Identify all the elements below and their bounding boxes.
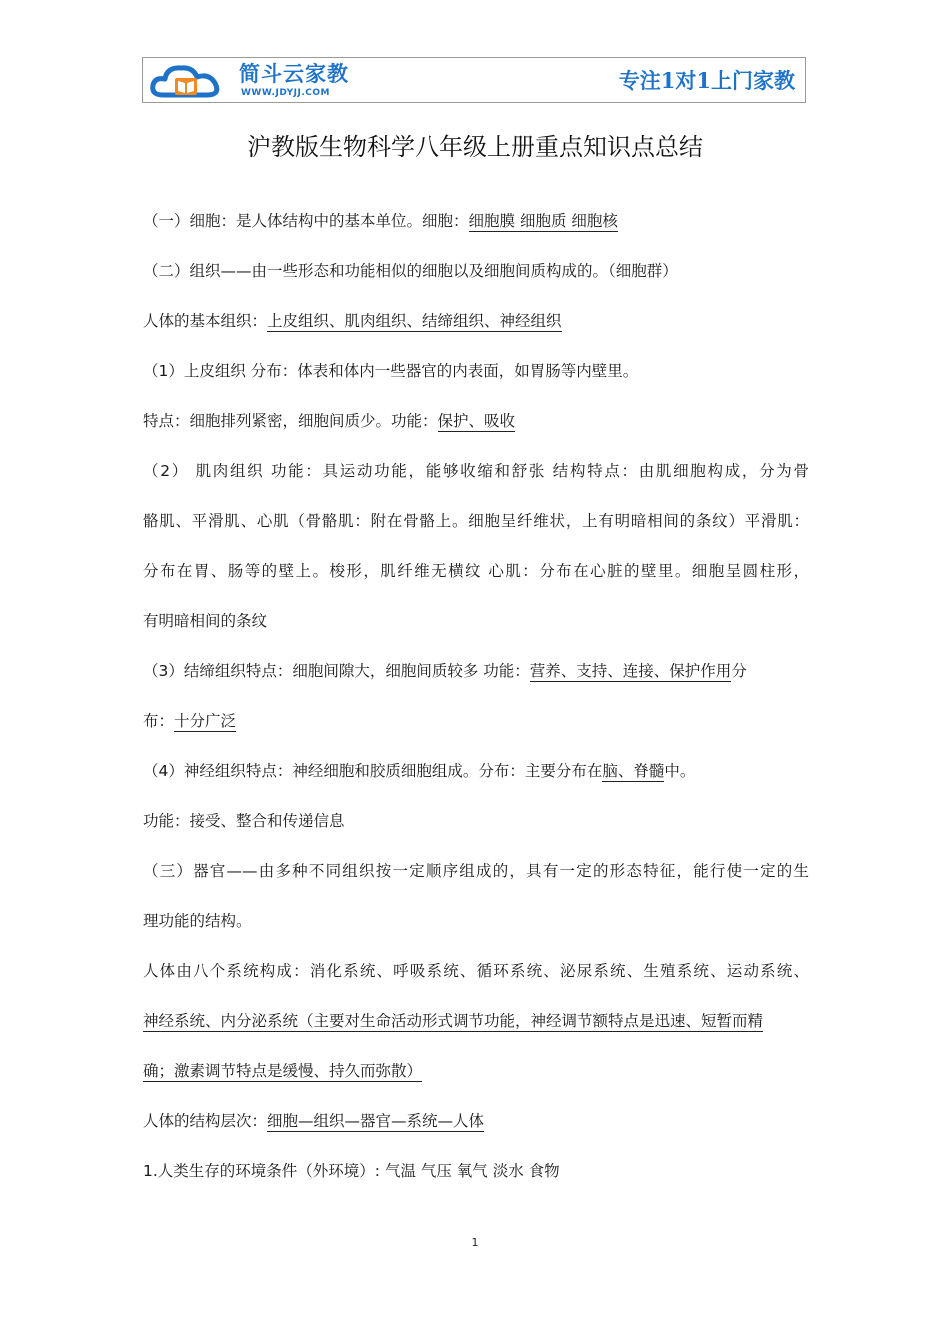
underlined-term: 细胞—组织—器官—系统—人体 <box>267 1112 485 1130</box>
underlined-term: 神经系统、内分泌系统（主要对生命活动形式调节功能，神经调节额特点是迅速、短暂而精 <box>143 1012 764 1030</box>
underlined-term: 上皮组织、肌肉组织、结缔组织、神经组织 <box>267 312 562 330</box>
text-line: 理功能的结构。 <box>143 912 252 930</box>
slogan: 专注1对1上门家教 <box>618 68 795 93</box>
text-line: 特点：细胞排列紧密，细胞间质少。功能：保护、吸收 <box>143 412 516 430</box>
text-line: 有明暗相间的条纹 <box>143 612 268 630</box>
text-line: （三）器官——由多种不同组织按一定顺序组成的，具有一定的形态特征，能行使一定的生 <box>143 862 809 880</box>
text-line: 1.人类生存的环境条件（外环境）: 气温 气压 氧气 淡水 食物 <box>143 1162 560 1180</box>
text-line: 人体由八个系统构成：消化系统、呼吸系统、循环系统、泌尿系统、生殖系统、运动系统、 <box>143 962 809 980</box>
page-number: 1 <box>471 1236 479 1249</box>
text-line: （1）上皮组织 分布：体表和体内一些器官的内表面，如胃肠等内壁里。 <box>143 362 639 380</box>
header-banner <box>142 57 806 103</box>
underlined-term: 营养、支持、连接、保护作用 <box>529 662 732 680</box>
text-line: 骼肌、平滑肌、心肌（骨骼肌：附在骨骼上。细胞呈纤维状，上有明暗相间的条纹）平滑肌： <box>143 512 809 530</box>
text-line: （二）组织——由一些形态和功能相似的细胞以及细胞间质构成的。（细胞群） <box>143 262 678 280</box>
brand-url: WWW.JDYJJ.COM <box>241 88 330 98</box>
text-line: 功能：接受、整合和传递信息 <box>143 812 345 830</box>
text-line: （一）细胞：是人体结构中的基本单位。细胞：细胞膜 细胞质 细胞核 <box>143 212 618 230</box>
text-line: 人体的结构层次：细胞—组织—器官—系统—人体 <box>143 1112 485 1130</box>
text-line <box>143 996 809 1046</box>
document-body <box>143 196 809 1196</box>
cloud-book-logo-icon <box>149 61 235 101</box>
brand-name: 简斗云家教 <box>239 62 349 86</box>
text-line: （3）结缔组织特点：细胞间隙大，细胞间质较多 功能：营养、支持、连接、保护作用分 <box>143 662 747 680</box>
text-line: 布：十分广泛 <box>143 712 237 730</box>
underlined-term: 十分广泛 <box>174 712 237 730</box>
text-line: 人体的基本组织：上皮组织、肌肉组织、结缔组织、神经组织 <box>143 312 562 330</box>
underlined-term: 保护、吸收 <box>437 412 516 430</box>
underlined-term: 细胞膜 细胞质 细胞核 <box>468 212 618 230</box>
text-line <box>143 1046 809 1096</box>
underlined-term: 脑、脊髓 <box>602 762 665 780</box>
page-title: 沪教版生物科学八年级上册重点知识点总结 <box>247 133 703 161</box>
text-line: （2） 肌肉组织 功能：具运动功能，能够收缩和舒张 结构特点：由肌细胞构成，分为骨 <box>143 462 809 480</box>
text-line: 分布在胃、肠等的壁上。梭形，肌纤维无横纹 心肌：分布在心脏的壁里。细胞呈圆柱形， <box>143 562 809 580</box>
underlined-term: 确；激素调节特点是缓慢、持久而弥散） <box>143 1062 423 1080</box>
text-line: （4）神经组织特点：神经细胞和胶质细胞组成。分布：主要分布在脑、脊髓中。 <box>143 762 696 780</box>
